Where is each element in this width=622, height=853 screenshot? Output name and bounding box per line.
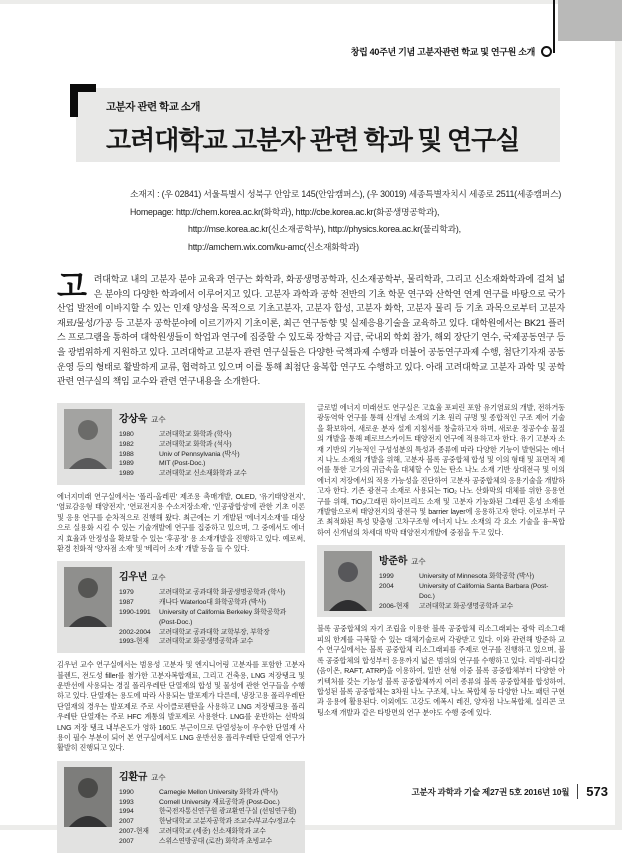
corner-vertical-rule: [553, 0, 555, 53]
career-row: [119, 628, 299, 638]
career-desc: University of Minnesota 화학공학 (박사): [419, 573, 535, 581]
career-desc: 고려대학교 화학과 (학사): [159, 431, 232, 438]
professor-card-kang: [57, 403, 305, 485]
career-desc: 고려대학교 화공생명공학과 교수: [159, 638, 254, 646]
research-text-bang: 블록 공중합체의 자기 조립을 이용한 블록 공중합체 리소그래피는 광학 리소그래피의 한계를 극복할 수 있는 대체기술로써 각광받고 있다. 이와 관련해 방준하 교수 연구실에서는 블록 공중합체 리소그래피를 주제로 연구를 진행하고 있으며, 블록 공중합체의 합성부터 응용까지 넓은 범위의 연구를 수행하고 있다. 리빙-라디칼(음이온, RAFT, ATRP)을 이용하여, 일반 선형 이중 블록 공중합체부터 다양한 아키텍처를 갖는 기능성 블록 공중합체까지 여러 종류의 블록 공중합체를 합성하여, 합성된 블록 공중합체는 3차원 나노 구조체, 나노 복합체 등 다양한 나노 패턴 구현과 응용에 활용된다. 이외에도 고강도 에폭시 레진, 양자점 나노복합체, 실리콘 코팅소재 개발과 같은 타방면의 연구 분야도 수행 중에 있다.: [317, 624, 565, 717]
corner-gray-box: [558, 0, 622, 41]
career-history: [379, 572, 559, 611]
career-year: 2007-현재: [119, 828, 149, 836]
career-desc: MIT (Post-Doc.): [159, 460, 206, 468]
career-row: [119, 788, 299, 798]
career-desc: 고려대학교 화학과 (석사): [159, 440, 232, 448]
career-row: [119, 430, 299, 440]
career-desc: Carnegie Mellon University 화학과 (박사): [159, 788, 278, 796]
career-year: 1990-1991: [119, 609, 151, 617]
running-header: [351, 45, 552, 58]
dropcap: 고: [57, 269, 87, 304]
career-desc: 한국전자통신연구원 광교환연구실 (선임연구원): [159, 808, 297, 816]
professor-photo: [64, 767, 112, 827]
career-year: 1987: [119, 599, 134, 607]
homepage-line: [130, 204, 578, 222]
section-eyebrow: 고분자 관련 학교 소개: [106, 101, 201, 113]
career-year: 1980: [119, 431, 134, 438]
corner-mark: [70, 84, 78, 117]
career-row: [119, 450, 299, 460]
career-desc: 고려대학교 화공생명공학과 교수: [419, 602, 514, 610]
career-desc: 고려대학교 공과대학 화공생명공학과 (학사): [159, 589, 286, 597]
career-desc: Univ of Pennsylvania (박사): [159, 450, 240, 458]
contact-block: [130, 186, 578, 256]
career-row: [119, 807, 299, 817]
address-line: [130, 186, 578, 204]
career-row: [119, 798, 299, 808]
career-row: [119, 817, 299, 827]
address-value: (우 02841) 서울특별시 성북구 안암로 145(안암캠퍼스), (우 30019) 세종특별자치시 세종로 2511(세종캠퍼스): [161, 189, 562, 199]
career-desc: University of California Santa Barbara (Post-Doc.): [419, 583, 549, 600]
professor-photo: [324, 551, 372, 611]
professor-name-line: [119, 409, 299, 427]
career-history: [119, 430, 299, 479]
career-desc: 캐나다 Waterloo대 화학공학과 (박사): [159, 599, 266, 607]
professor-title: 교수: [151, 573, 166, 583]
career-row: [119, 469, 299, 479]
career-desc: 고려대학교 신소재화학과 교수: [159, 470, 247, 478]
footer-divider: [577, 784, 578, 799]
career-row: [119, 598, 299, 608]
professor-title: 교수: [151, 772, 166, 782]
career-year: 1994: [119, 808, 134, 816]
scan-edge-top: [0, 0, 622, 4]
career-year: 1990: [119, 788, 134, 796]
career-history: [119, 588, 299, 647]
career-history: [119, 788, 299, 847]
professor-title: 교수: [411, 557, 426, 567]
professor-name: 김환규: [119, 771, 148, 783]
professor-name-line: [379, 551, 559, 569]
homepage-url: http://chem.korea.ac.kr(화학과), http://cbe.korea.ac.kr(화공생명공학과),: [175, 206, 440, 217]
page-number: 573: [586, 784, 608, 799]
professor-name: 김우년: [119, 572, 148, 584]
research-text-global: 글로벌 에너지 미래선도 연구실은 고효율 포피린 포함 유기염료의 개발, 전하거동 광동역학 연구를 통해 신개념 소재의 기초 원리 규명 및 종합적인 구조 제어 기술을 확보하여, 새로운 분자 설계 지침서를 창출하고자 하며, 새로운 정공수송 물질의 개발을 통해 페로브스카이트 태양전지 연구에 적용하고자 한다. 유기 고분자 소재 기반의 기능적인 구성성분의 특성과 종류에 따라 다양한 기능이 발현되는 에너지 나노 소재의 개발을 위해, 고분자 블록 공중합체 합성 및 이의 형태 및 표면적 제어를 통한 고가의 귀금속을 대체할 수 있는 탄소 나노 소재 기반 상대전극 및 이의 에너지 저장에서의 적용 가능성을 진단하여 고분자 공중합체의 응용기술을 개발하고자 한다. 기존 광전극 소재로 사용되는 TiO₂ 나노 산화막의 대체를 위한 응용연구를 위해, TiO₂/그래핀 하이브리드 소재 및 고분자 기능화된 그래핀 혼성 소재를 개발함으로써 태양전지의 광전극 및 barrier layer에 응용하고자 한다. 이로부터 구조 최적화된 특성 맞춤형 고차구조형 에너지 나노 소재의 각 요소 기술을 융-복합하여 신개념의 차세대 박막 태양전지개발에 중점을 두고 있다.: [317, 403, 565, 537]
career-year: 1979: [119, 589, 134, 597]
career-year: 2007: [119, 818, 134, 826]
career-row: [119, 440, 299, 450]
research-text-kim-wn: 김우년 교수 연구실에서는 범용성 고분자 및 엔지니어링 고분자를 포함한 고분자블렌드, 전도성 filler를 첨가한 고분자복합재료, 그리고 건축용, LNG 저장탱크 및 운반선에 사용되는 경질 폴리우레탄 단열재의 합성 및 물성에 관한 연구들을 수행하고 있다. 단열재는 용도에 따라 사용되는 발포제가 다른데, 냉장고용 폴리우레탄 단열재의 경우는 발포제로 주로 사이클로펜탄을 사용하고 LNG 저장탱크용 폴리우레탄 단열재는 주로 HFC 계통의 발포제로 사용한다. LNG를 운반하는 선박의 LNG 저장 탱크 내부온도가 영하 160도 부근이므로 단열성능이 우수한 단열재 사용이 필수 부분이 되어 본 연구실에서도 LNG 운반선용 폴리우레탄 단열재 연구가 활발히 진행되고 있다.: [57, 660, 305, 753]
career-row: [119, 459, 299, 469]
career-year: 2007: [119, 837, 134, 845]
career-desc: 고려대학교 (세종) 신소재화학과 교수: [159, 828, 266, 836]
career-row: [379, 602, 559, 612]
career-year: 1982: [119, 440, 134, 448]
ring-icon: [541, 46, 552, 57]
intro-paragraph: [57, 269, 565, 389]
career-year: 2006-현재: [379, 602, 409, 610]
career-desc: 고려대학교 공과대학 교학부장, 부학장: [159, 628, 270, 636]
career-desc: Cornell University 재료공학과 (Post-Doc.): [159, 798, 280, 806]
page-footer: [411, 784, 608, 799]
career-year: 2004: [379, 583, 394, 591]
professor-name-line: [119, 567, 299, 585]
career-year: 2002-2004: [119, 628, 151, 636]
running-header-text: 창립 40주년 기념 고분자관련 학교 및 연구원 소개: [350, 47, 535, 57]
career-year: 1989: [119, 460, 134, 468]
career-row: [379, 582, 559, 602]
career-year: 1988: [119, 450, 134, 458]
career-year: 1989: [119, 470, 134, 478]
career-row: [379, 572, 559, 582]
masthead: [76, 88, 560, 162]
professor-photo: [64, 409, 112, 469]
career-row: [119, 608, 299, 628]
page-title: 고려대학교 고분자 관련 학과 및 연구실: [106, 126, 520, 155]
homepage-label: Homepage:: [130, 206, 174, 217]
research-text-kang: 에너지미래 연구실에서는 '폴리-올레핀' 제조용 촉매개발, OLED, '유기태양전지', '염료감응형 태양전지', '연료전지용 수소저장소재', '인공광합성'에 관한 기초 이론 및 응용 연구를 순차적으로 진행해 왔다. 최근에는 기 개발된 '에너지소재'를 대상으로 실용화 시킬 수 있는 기술개발에 연구를 집중하고 있으며, 그 중에서도 에너지 효율과 안정성을 확보할 수 있는 '후공정' 용 소재개발을 진행하고 있다. 예로써, 환경 친화적 '양자점 소재' 및 '베리어 소재' 개발 등을 들 수 있다.: [57, 491, 305, 554]
professor-photo: [64, 567, 112, 627]
professor-name-line: [119, 767, 299, 785]
career-desc: 스위스연방공대 (로잔) 화학과 초빙교수: [159, 837, 273, 845]
homepage-url: http://mse.korea.ac.kr(신소재공학부), http://physics.korea.ac.kr(물리학과),: [188, 224, 461, 234]
address-label: 소재지 :: [130, 189, 160, 199]
career-year: 1993-현재: [119, 638, 149, 646]
career-row: [119, 637, 299, 647]
left-column: [57, 403, 305, 853]
professor-card-kim-wn: [57, 561, 305, 653]
homepage-url: http://amchem.wix.com/ku-amc(신소재화학과): [188, 241, 359, 252]
professor-title: 교수: [151, 415, 166, 424]
journal-title: 고분자 과학과 기술 제27권 5호 2016년 10월: [411, 786, 570, 797]
professor-card-bang: [317, 545, 565, 617]
professor-card-kim-hk: [57, 761, 305, 853]
career-desc: 한남대학교 고분자공학과 조교수/부교수/정교수: [159, 818, 296, 826]
career-desc: University of California Berkeley 화학공학과 (Post-Doc.): [159, 609, 287, 626]
career-row: [119, 588, 299, 598]
career-row: [119, 827, 299, 837]
professor-name: 방준하: [379, 556, 408, 568]
career-year: 1993: [119, 798, 134, 806]
scan-edge-right: [615, 0, 622, 830]
professor-name: 강상욱: [119, 414, 148, 425]
career-row: [119, 837, 299, 847]
intro-text: 려대학교 내의 고분자 분야 교육과 연구는 화학과, 화공생명공학과, 신소재공학부, 물리학과, 그리고 신소재화학과에 걸쳐 넓은 분야의 다양한 학과에서 이루어지고 있다. 고분자 과학과 공학 전반의 기초 학문 연구와 산학연 연계 연구를 바탕으로 국가 산업 발전에 이바지할 수 있는 인재 양성을 목적으로 기초고분자, 고분자 합성, 고분자 화학, 고분자 물리 등 기초 과목으로부터 고분자 재료/물성/가공 등 고분자 공학분야에 이르기까지 기초이론, 최근 연구동향 및 실제응용기술을 교육하고 있다. 대학원에서는 BK21 플러스 프로그램을 통하여 대학원생들이 학업과 연구에 집중할 수 있도록 장학금 지급, 국내외 학회 참가, 해외 장단기 연수, 국제공동연구 등을 광범위하게 지원하고 있다. 고려대학교 고분자 관련 연구실들은 다양한 국책과제 수행과 더불어 공동연구과제 수행, 첨단기자재 공동운영 등의 형태로 활발하게 교류, 협력하고 있으며 이를 통해 최첨단 융복합 연구도 수행하고 있다. 아래 고려대학교 고분자 과학 및 공학 관련 연구실의 책임 교수와 관련 연구내용을 소개한다.: [57, 274, 565, 387]
career-year: 1999: [379, 573, 394, 581]
